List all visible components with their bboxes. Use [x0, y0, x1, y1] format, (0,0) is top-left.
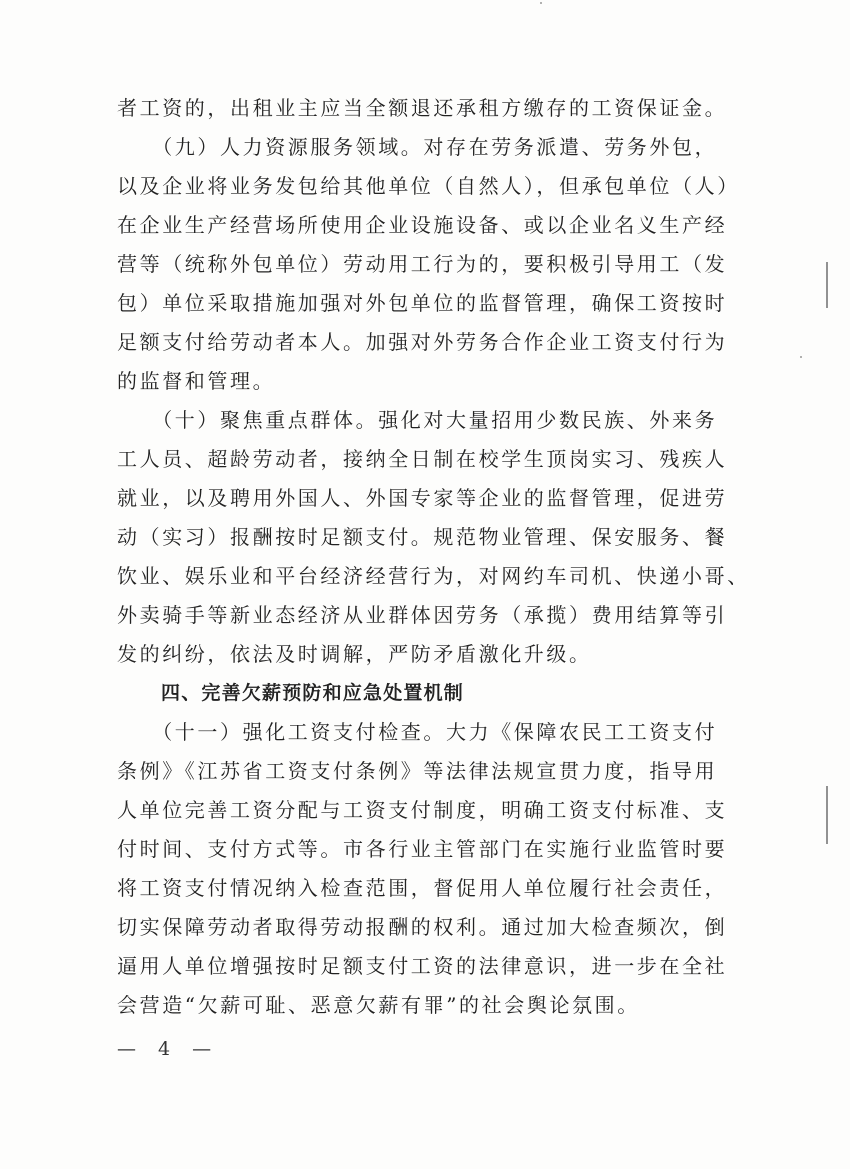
text-line: 营等（统称外包单位）劳动用工行为的，要积极引导用工（发: [117, 252, 728, 276]
scan-edge-mark: [826, 786, 828, 844]
text-line: 条例》《江苏省工资支付条例》等法律法规宣贯力度，指导用: [117, 759, 718, 783]
page-number: — 4 —: [117, 1038, 220, 1060]
text-line: 切实保障劳动者取得劳动报酬的权利。通过加大检查频次，倒: [117, 915, 728, 939]
text-line: 饮业、娱乐业和平台经济经营行为，对网约车司机、快递小哥、: [117, 564, 750, 588]
scan-speck: [800, 356, 802, 358]
body-text: [117, 89, 750, 1025]
text-line: 就业，以及聘用外国人、外国专家等企业的监督管理，促进劳: [117, 486, 728, 510]
text-line: 人单位完善工资分配与工资支付制度，明确工资支付标准、支: [117, 798, 728, 822]
text-line: 包）单位采取措施加强对外包单位的监督管理，确保工资按时: [117, 291, 728, 315]
text-line: 工人员、超龄劳动者，接纳全日制在校学生顶岗实习、残疾人: [117, 447, 728, 471]
text-line: 会营造“欠薪可耻、恶意欠薪有罪”的社会舆论氛围。: [117, 993, 640, 1017]
text-line: 在企业生产经营场所使用企业设施设备、或以企业名义生产经: [117, 213, 728, 237]
text-line: 发的纠纷，依法及时调解，严防矛盾激化升级。: [117, 642, 592, 666]
text-line: 的监督和管理。: [117, 369, 276, 393]
text-line: 动（实习）报酬按时足额支付。规范物业管理、保安服务、餐: [117, 525, 728, 549]
text-line: 外卖骑手等新业态经济从业群体因劳务（承揽）费用结算等引: [117, 603, 728, 627]
text-line: 者工资的，出租业主应当全额退还承租方缴存的工资保证金。: [117, 96, 728, 120]
section-heading: 四、完善欠薪预防和应急处置机制: [161, 682, 465, 704]
text-line: 足额支付给劳动者本人。加强对外劳务合作企业工资支付行为: [117, 330, 728, 354]
text-line: 以及企业将业务发包给其他单位（自然人），但承包单位（人）: [117, 174, 740, 198]
text-line: 付时间、支付方式等。市各行业主管部门在实施行业监管时要: [117, 837, 728, 861]
text-line: 将工资支付情况纳入检查范围，督促用人单位履行社会责任，: [117, 876, 728, 900]
text-line: （十一）强化工资支付检查。大力《保障农民工工资支付: [117, 720, 718, 744]
scan-edge-mark: [826, 262, 828, 308]
text-line: （十）聚焦重点群体。强化对大量招用少数民族、外来务: [117, 408, 718, 432]
text-line: （九）人力资源服务领域。对存在劳务派遣、劳务外包，: [117, 135, 718, 159]
text-line: 逼用人单位增强按时足额支付工资的法律意识，进一步在全社: [117, 954, 728, 978]
scan-speck: [540, 2, 542, 4]
